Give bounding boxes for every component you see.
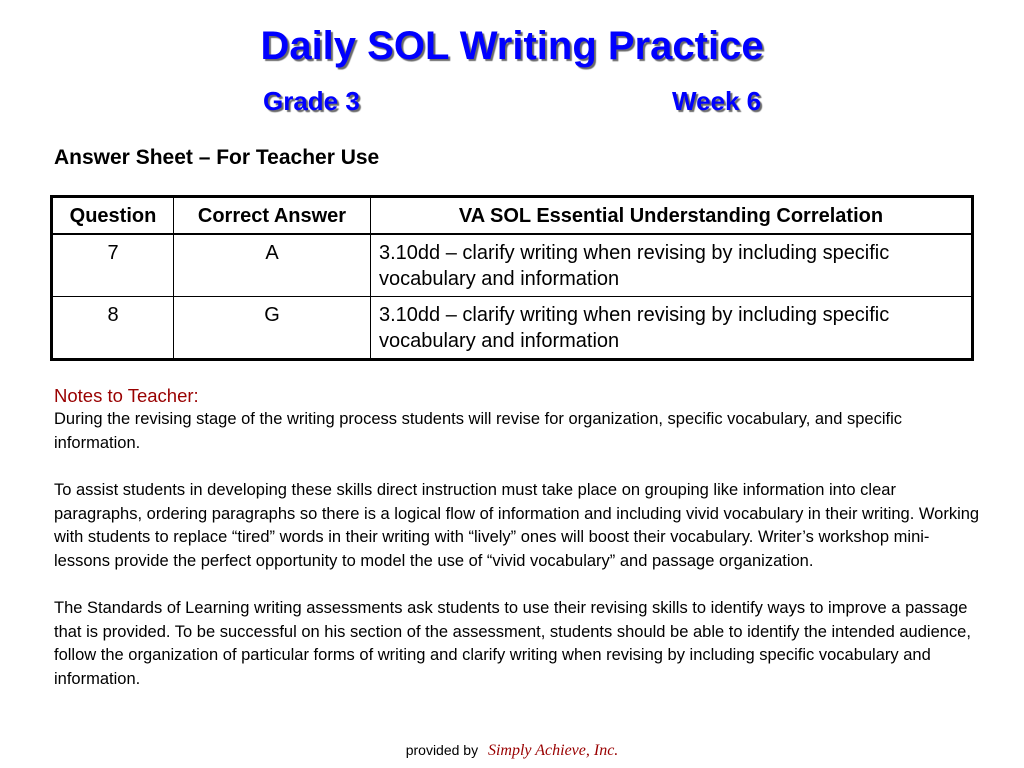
column-header-question: Question: [52, 197, 174, 235]
column-header-correct-answer: Correct Answer: [174, 197, 371, 235]
answer-table: [50, 195, 974, 361]
table-row: [52, 297, 973, 360]
page-title: Daily SOL Writing Practice: [260, 24, 764, 68]
table-row: [52, 234, 973, 297]
column-header-correlation: VA SOL Essential Understanding Correlation: [371, 197, 973, 235]
notes-heading: Notes to Teacher:: [54, 385, 199, 406]
answer-sheet-heading: Answer Sheet – For Teacher Use: [54, 146, 380, 169]
answer-cell: G: [174, 297, 371, 360]
question-cell: 7: [52, 234, 174, 297]
footer: [0, 742, 1024, 760]
answer-cell: A: [174, 234, 371, 297]
table-header-row: [52, 197, 973, 235]
grade-label: Grade 3: [263, 86, 360, 116]
correlation-cell: 3.10dd – clarify writing when revising by including specific vocabulary and information: [371, 234, 973, 297]
notes-paragraph: To assist students in developing these skills direct instruction must take place on grouping like information into clear paragraphs, ordering paragraphs so there is a logical flow of information and including vivid vocabulary in their writing. Working with students to replace “tired” words in their writing with “lively” ones will boost their vocabulary. Writer’s workshop mini-lessons provide the perfect opportunity to model the use of “vivid vocabulary” and passage organization.: [54, 481, 980, 570]
correlation-cell: 3.10dd – clarify writing when revising by including specific vocabulary and information: [371, 297, 973, 360]
provided-by-label: provided by: [405, 742, 479, 758]
week-label: Week 6: [672, 86, 762, 116]
company-name: Simply Achieve, Inc.: [487, 742, 619, 759]
notes-paragraph: During the revising stage of the writing process students will revise for organization, specific vocabulary, and specific information.: [54, 410, 903, 452]
question-cell: 8: [52, 297, 174, 360]
notes-to-teacher: [54, 384, 984, 715]
notes-paragraph: The Standards of Learning writing assessments ask students to use their revising skills to identify ways to improve a passage that is provided. To be successful on his section of the assessment, students should be able to identify the intended audience, follow the organization of particular forms of writing and clarify writing when revising by including specific vocabulary and information.: [54, 599, 971, 688]
